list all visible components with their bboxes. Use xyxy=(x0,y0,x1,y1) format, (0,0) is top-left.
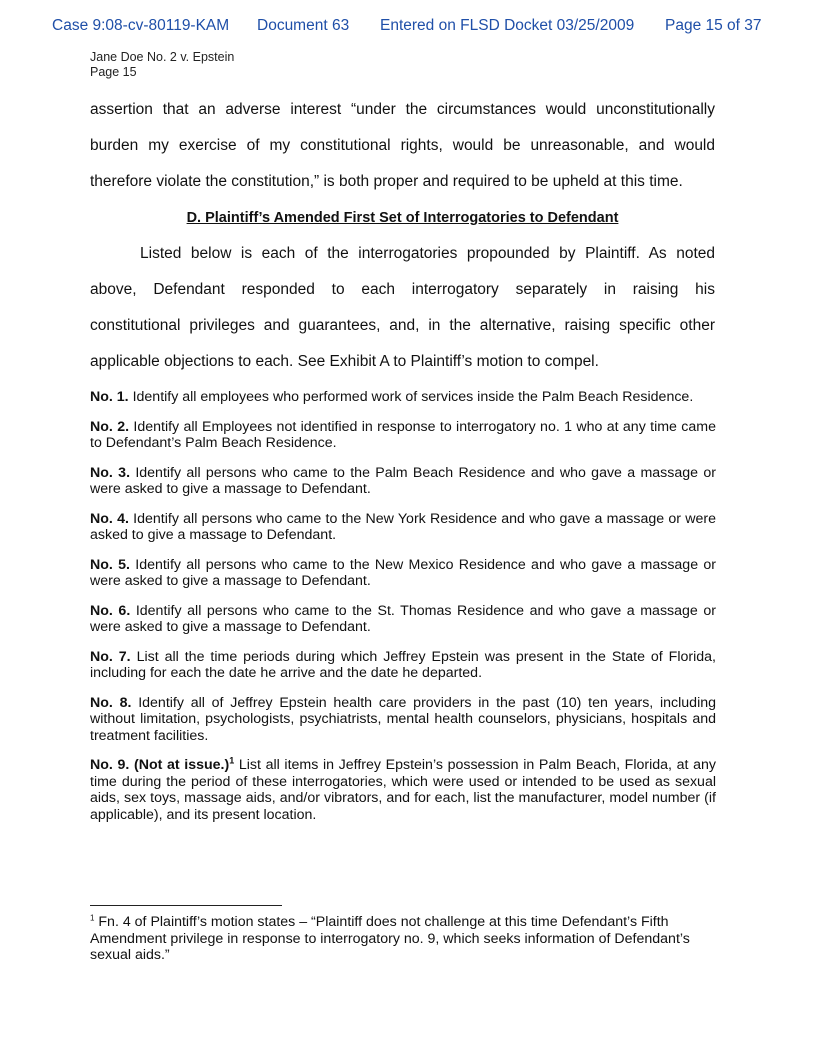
interrogatory-text: Identify all employees who performed work of services inside the Palm Beach Residence. xyxy=(128,389,694,405)
interrogatory-item xyxy=(90,389,716,406)
paragraph-line: burden my exercise of my constitutional rights, would be unreasonable, and would xyxy=(90,137,715,154)
interrogatory-number: No. 5. xyxy=(90,556,130,573)
case-caption: Jane Doe No. 2 v. Epstein xyxy=(90,50,235,64)
interrogatory-number: No. 4. xyxy=(90,510,129,527)
interrogatory-text: Identify all persons who came to the New York Residence and who gave a massage or were asked to give a massage to Defendant. xyxy=(90,510,716,543)
footnote xyxy=(90,914,716,964)
section-heading xyxy=(90,200,715,236)
interrogatory-item xyxy=(90,465,716,498)
interrogatory-number: No. 9. xyxy=(90,757,130,773)
paragraph-line: Listed below is each of the interrogatories propounded by Plaintiff. As noted xyxy=(140,245,715,262)
interrogatory-number: No. 2. xyxy=(90,418,130,435)
running-page-number: Page 15 xyxy=(90,65,137,79)
interrogatory-text: Identify all persons who came to the Palm Beach Residence and who gave a massage or were asked to give a massage to Defendant. xyxy=(90,464,716,497)
paragraph-line: applicable objections to each. See Exhibit A to Plaintiff’s motion to compel. xyxy=(90,353,599,370)
docket-entry-date: Entered on FLSD Docket 03/25/2009 xyxy=(380,17,635,34)
paragraph-line: assertion that an adverse interest “under the circumstances would unconstitutionally xyxy=(90,101,715,118)
running-head xyxy=(90,50,234,80)
interrogatory-item xyxy=(90,557,716,590)
footnote-text: Fn. 4 of Plaintiff’s motion states – “Plaintiff does not challenge at this time Defendant’s Fifth Amendment privilege in response to interrogatory no. 9, which seeks information of Defendant’s sexual aids.” xyxy=(90,914,690,963)
body-text xyxy=(90,92,715,380)
interrogatory-text: List all items in Jeffrey Epstein’s possession in Palm Beach, Florida, at any time during the period of these interrogatories, which were used or intended to be used as sexual aids, sex toys, massage aids, and/or vibrators, and for each, list the manufacturer, model number (if applicable), and its present location. xyxy=(90,757,716,823)
interrogatory-item xyxy=(90,511,716,544)
interrogatory-number: No. 3. xyxy=(90,464,131,481)
interrogatory-item xyxy=(90,603,716,636)
not-at-issue-note: (Not at issue.) xyxy=(129,757,230,773)
footnote-marker: 1 xyxy=(90,913,95,923)
interrogatory-number: No. 6. xyxy=(90,602,131,619)
interrogatory-item xyxy=(90,649,716,682)
interrogatory-text: Identify all Employees not identified in response to interrogatory no. 1 who at any time came to Defendant’s Palm Beach Residence. xyxy=(90,418,716,451)
interrogatory-number: No. 7. xyxy=(90,648,131,665)
interrogatory-list xyxy=(90,389,716,836)
paragraph-line: constitutional privileges and guarantees, and, in the alternative, raising specific other xyxy=(90,317,715,334)
interrogatory-item xyxy=(90,419,716,452)
paragraph-line: therefore violate the constitution,” is both proper and required to be upheld at this time. xyxy=(90,173,683,190)
interrogatory-text: Identify all persons who came to the New Mexico Residence and who gave a massage or were asked to give a massage to Defendant. xyxy=(90,556,716,589)
interrogatory-number: No. 1. xyxy=(90,389,129,405)
document-number: Document 63 xyxy=(257,17,350,34)
case-number: Case 9:08-cv-80119-KAM xyxy=(52,17,230,34)
interrogatory-item xyxy=(90,695,716,745)
section-heading-text: D. Plaintiff’s Amended First Set of Interrogatories to Defendant xyxy=(186,210,619,226)
footnote-reference[interactable]: 1 xyxy=(229,755,235,766)
page-count: Page 15 of 37 xyxy=(665,17,762,34)
interrogatory-item xyxy=(90,757,716,823)
interrogatory-text: Identify all persons who came to the St. Thomas Residence and who gave a massage or were asked to give a massage to Defendant. xyxy=(90,602,716,635)
interrogatory-text: List all the time periods during which Jeffrey Epstein was present in the State of Florida, including for each the date he arrive and the date he departed. xyxy=(90,648,716,681)
interrogatory-number: No. 8. xyxy=(90,694,132,711)
paragraph-line: above, Defendant responded to each interrogatory separately in raising his xyxy=(90,281,715,298)
interrogatory-text: Identify all of Jeffrey Epstein health care providers in the past (10) ten years, including without limitation, psychologists, psychiatrists, mental health counselors, physicians, hospitals and treatment facilities. xyxy=(90,694,716,744)
footnote-divider xyxy=(90,905,282,906)
